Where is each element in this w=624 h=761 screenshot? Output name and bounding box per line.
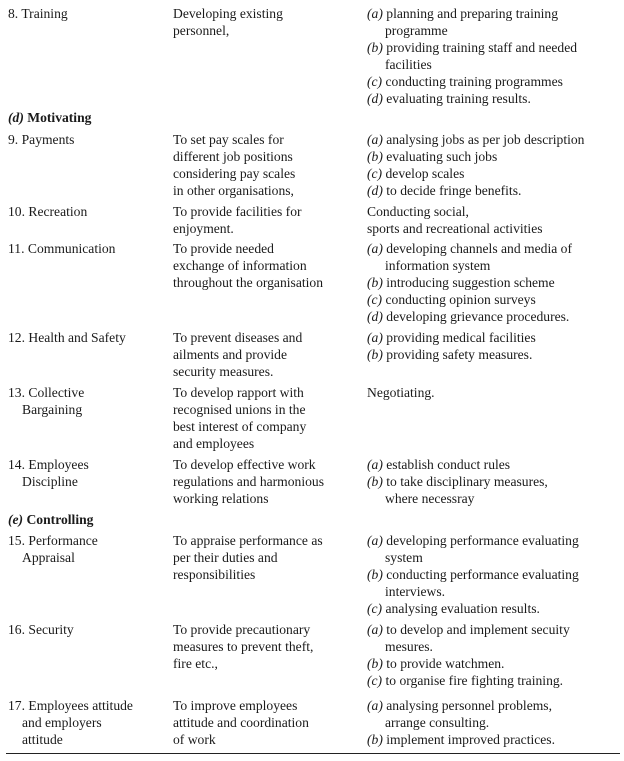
- activity-text: evaluating training results.: [386, 91, 531, 106]
- objective-line: To set pay scales for: [173, 132, 284, 147]
- activity-item: [367, 308, 622, 325]
- activity-line: [367, 621, 622, 638]
- function-cell: [8, 240, 168, 257]
- activity-text: sports and recreational activities: [367, 221, 543, 236]
- activity-line: [367, 274, 622, 291]
- function-line: and employers: [22, 715, 102, 730]
- objective-line: responsibilities: [173, 567, 256, 582]
- activity-marker: (b): [367, 275, 383, 290]
- section-title: Controlling: [23, 512, 94, 527]
- function-line: Discipline: [22, 474, 78, 489]
- objective-cell: [173, 384, 363, 452]
- function-cell: [8, 456, 168, 490]
- objective-cell: [173, 5, 363, 39]
- function-cell: [8, 203, 168, 220]
- objective-cell: [173, 456, 363, 507]
- activity-text: analysing personnel problems,: [386, 698, 552, 713]
- objective-cell: [173, 131, 363, 199]
- activity-text: to develop and implement secuity: [386, 622, 570, 637]
- activities-cell: [367, 329, 622, 363]
- activity-item: [367, 5, 622, 39]
- objective-line: To prevent diseases and: [173, 330, 303, 345]
- activity-item: [367, 532, 622, 566]
- activity-text: analysing jobs as per job description: [386, 132, 585, 147]
- activity-text: develop scales: [385, 166, 465, 181]
- activity-line: [367, 600, 622, 617]
- objective-line: To develop effective work: [173, 457, 316, 472]
- activity-line: [367, 697, 622, 714]
- objective-line: recognised unions in the: [173, 402, 306, 417]
- function-line: 12. Health and Safety: [8, 330, 126, 345]
- function-cell: [8, 532, 168, 566]
- activity-line: [367, 384, 622, 401]
- objective-cell: [173, 697, 363, 748]
- function-line: 16. Security: [8, 622, 74, 637]
- activity-marker: (c): [367, 292, 383, 307]
- activity-line: [367, 532, 622, 549]
- activity-line: [367, 203, 622, 220]
- objective-cell: [173, 621, 363, 672]
- function-line: 8. Training: [8, 6, 68, 21]
- activity-text: conducting training programmes: [385, 74, 563, 89]
- objective-line: regulations and harmonious: [173, 474, 325, 489]
- activity-text: providing safety measures.: [386, 347, 533, 362]
- activity-item: [367, 473, 622, 507]
- activity-item: [367, 182, 622, 199]
- activity-marker: (b): [367, 656, 383, 671]
- activity-item: [367, 240, 622, 274]
- activities-cell: [367, 5, 622, 107]
- activity-marker: (c): [367, 166, 383, 181]
- objective-line: throughout the organisation: [173, 275, 324, 290]
- function-line: attitude: [22, 732, 63, 747]
- objective-line: different job positions: [173, 149, 293, 164]
- activity-line: [367, 346, 622, 363]
- activity-continuation: system: [385, 550, 423, 565]
- activity-item: [367, 291, 622, 308]
- activity-line: [367, 73, 622, 90]
- activity-item: [367, 600, 622, 617]
- activity-marker: (a): [367, 241, 383, 256]
- activity-marker: (b): [367, 567, 383, 582]
- objective-line: Developing existing: [173, 6, 283, 21]
- objective-line: in other organisations,: [173, 183, 294, 198]
- activity-line: [367, 672, 622, 689]
- activity-text: introducing suggestion scheme: [386, 275, 555, 290]
- activity-item: [367, 274, 622, 291]
- activity-marker: (d): [367, 183, 383, 198]
- activity-text: developing channels and media of: [386, 241, 572, 256]
- objective-line: To provide precautionary: [173, 622, 311, 637]
- activity-text: to provide watchmen.: [386, 656, 505, 671]
- objective-line: ailments and provide: [173, 347, 288, 362]
- bottom-rule: [6, 753, 620, 754]
- function-cell: [8, 131, 168, 148]
- activity-text: conducting performance evaluating: [386, 567, 579, 582]
- activity-item: [367, 329, 622, 346]
- activity-line: [367, 456, 622, 473]
- activities-cell: [367, 203, 622, 237]
- activities-cell: [367, 456, 622, 507]
- activity-line: [367, 731, 622, 748]
- activity-marker: (a): [367, 6, 383, 21]
- activity-item: [367, 148, 622, 165]
- objective-line: exchange of information: [173, 258, 307, 273]
- activity-item: [367, 346, 622, 363]
- section-heading: [8, 511, 93, 528]
- activity-continuation: information system: [385, 258, 491, 273]
- activity-item: [367, 456, 622, 473]
- objective-cell: [173, 203, 363, 237]
- objective-line: considering pay scales: [173, 166, 296, 181]
- activity-marker: (d): [367, 91, 383, 106]
- activity-text: Conducting social,: [367, 204, 469, 219]
- function-line: 17. Employees attitude: [8, 698, 133, 713]
- activity-line: [367, 39, 622, 56]
- activity-line: [367, 329, 622, 346]
- activity-line: [367, 182, 622, 199]
- function-cell: [8, 5, 168, 22]
- activity-marker: (a): [367, 330, 383, 345]
- objective-line: fire etc.,: [173, 656, 218, 671]
- objective-line: To appraise performance as: [173, 533, 323, 548]
- activity-text: developing performance evaluating: [386, 533, 579, 548]
- activity-line: [367, 220, 622, 237]
- function-line: 14. Employees: [8, 457, 89, 472]
- activity-text: evaluating such jobs: [386, 149, 498, 164]
- activity-marker: (b): [367, 347, 383, 362]
- activity-item: [367, 131, 622, 148]
- activity-item: [367, 220, 622, 237]
- function-line: 10. Recreation: [8, 204, 88, 219]
- activity-continuation: programme: [385, 23, 448, 38]
- objective-line: security measures.: [173, 364, 274, 379]
- activity-marker: (c): [367, 74, 383, 89]
- objective-cell: [173, 329, 363, 380]
- activity-item: [367, 697, 622, 731]
- activity-text: implement improved practices.: [386, 732, 555, 747]
- activity-marker: (b): [367, 732, 383, 747]
- activity-item: [367, 621, 622, 655]
- objective-line: To improve employees: [173, 698, 298, 713]
- activity-marker: (a): [367, 622, 383, 637]
- activity-item: [367, 90, 622, 107]
- objective-line: and employees: [173, 436, 255, 451]
- activity-line: [367, 655, 622, 672]
- objective-line: To provide facilities for: [173, 204, 302, 219]
- activity-item: [367, 165, 622, 182]
- activity-marker: (b): [367, 149, 383, 164]
- activity-text: to decide fringe benefits.: [386, 183, 522, 198]
- section-letter: (d): [8, 110, 24, 125]
- activity-item: [367, 39, 622, 73]
- activity-line: [367, 90, 622, 107]
- activity-marker: (c): [367, 673, 383, 688]
- section-heading: [8, 109, 91, 126]
- activity-item: [367, 672, 622, 689]
- activity-item: [367, 731, 622, 748]
- activities-cell: [367, 240, 622, 325]
- section-letter: (e): [8, 512, 24, 527]
- activity-text: establish conduct rules: [386, 457, 511, 472]
- objective-line: To develop rapport with: [173, 385, 304, 400]
- objective-line: working relations: [173, 491, 269, 506]
- objective-line: per their duties and: [173, 550, 278, 565]
- objective-line: enjoyment.: [173, 221, 234, 236]
- objective-line: To provide needed: [173, 241, 274, 256]
- activity-marker: (b): [367, 40, 383, 55]
- activity-text: planning and preparing training: [386, 6, 559, 21]
- objective-line: measures to prevent theft,: [173, 639, 314, 654]
- activity-line: [367, 5, 622, 22]
- activity-item: [367, 566, 622, 600]
- activities-cell: [367, 131, 622, 199]
- section-title: Motivating: [23, 110, 92, 125]
- activity-marker: (a): [367, 457, 383, 472]
- activity-marker: (a): [367, 533, 383, 548]
- activity-text: providing medical facilities: [386, 330, 536, 345]
- function-line: Bargaining: [22, 402, 83, 417]
- objective-line: attitude and coordination: [173, 715, 309, 730]
- activity-line: [367, 473, 622, 490]
- function-line: 13. Collective: [8, 385, 85, 400]
- function-cell: [8, 384, 168, 418]
- function-line: 15. Performance: [8, 533, 98, 548]
- function-line: 9. Payments: [8, 132, 75, 147]
- activities-cell: [367, 697, 622, 748]
- objective-line: best interest of company: [173, 419, 307, 434]
- activity-text: analysing evaluation results.: [385, 601, 540, 616]
- activity-marker: (b): [367, 474, 383, 489]
- objective-cell: [173, 240, 363, 291]
- activity-text: providing training staff and needed: [386, 40, 578, 55]
- activity-continuation: arrange consulting.: [385, 715, 490, 730]
- activity-text: to take disciplinary measures,: [386, 474, 548, 489]
- activity-line: [367, 165, 622, 182]
- activity-line: [367, 291, 622, 308]
- activity-item: [367, 655, 622, 672]
- activity-line: [367, 148, 622, 165]
- activity-line: [367, 240, 622, 257]
- activity-marker: (a): [367, 132, 383, 147]
- activity-continuation: where necessray: [385, 491, 475, 506]
- activity-item: [367, 203, 622, 220]
- activity-text: conducting opinion surveys: [385, 292, 536, 307]
- activity-continuation: facilities: [385, 57, 432, 72]
- activity-line: [367, 131, 622, 148]
- activities-cell: [367, 621, 622, 689]
- activity-text: to organise fire fighting training.: [385, 673, 564, 688]
- activities-cell: [367, 532, 622, 617]
- function-line: 11. Communication: [8, 241, 116, 256]
- activity-item: [367, 73, 622, 90]
- activity-continuation: mesures.: [385, 639, 433, 654]
- activity-continuation: interviews.: [385, 584, 446, 599]
- activity-text: Negotiating.: [367, 385, 435, 400]
- activity-line: [367, 566, 622, 583]
- activity-marker: (d): [367, 309, 383, 324]
- activity-marker: (c): [367, 601, 383, 616]
- objective-line: of work: [173, 732, 216, 747]
- objective-line: personnel,: [173, 23, 230, 38]
- objective-cell: [173, 532, 363, 583]
- function-cell: [8, 621, 168, 638]
- activity-text: developing grievance procedures.: [386, 309, 570, 324]
- function-cell: [8, 329, 168, 346]
- activity-marker: (a): [367, 698, 383, 713]
- activity-item: [367, 384, 622, 401]
- activity-line: [367, 308, 622, 325]
- function-cell: [8, 697, 168, 748]
- function-line: Appraisal: [22, 550, 75, 565]
- activities-cell: [367, 384, 622, 401]
